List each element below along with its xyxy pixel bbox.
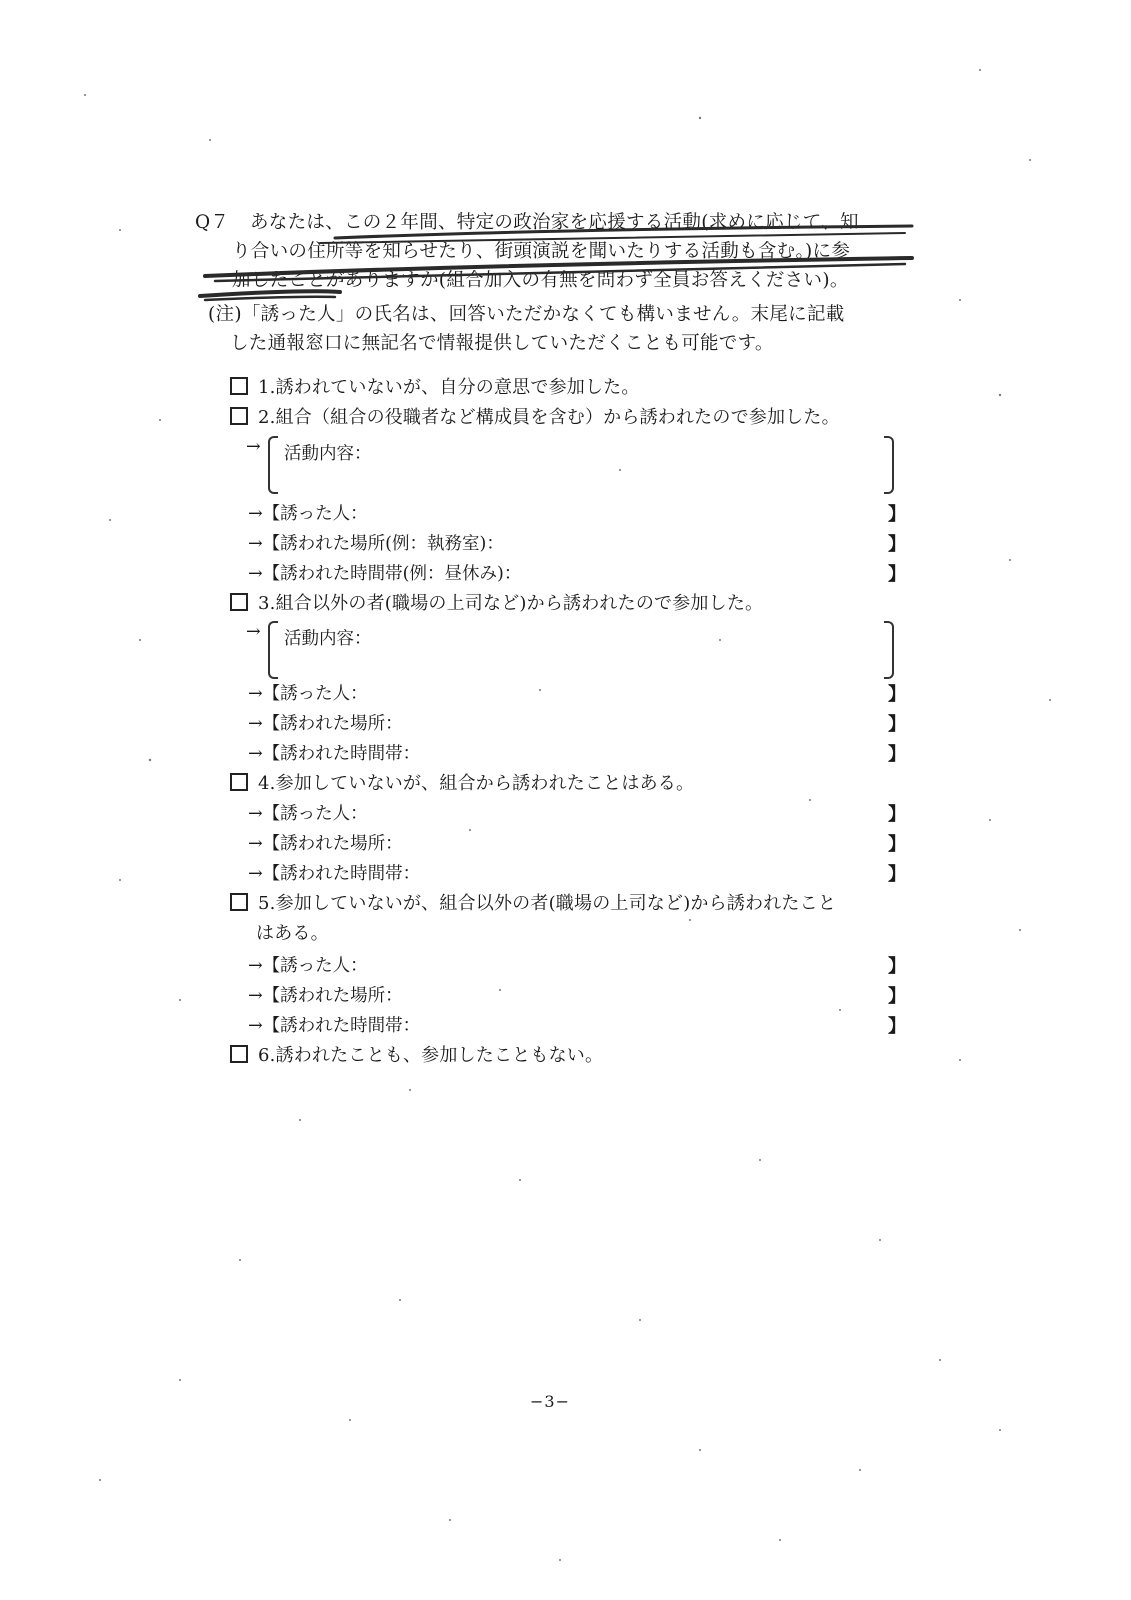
field-close: 】 bbox=[888, 986, 906, 1007]
option-label: 2.組合（組合の役職者など構成員を含む）から誘われたので参加した。 bbox=[258, 407, 840, 428]
option-label: 6.誘われたことも、参加したこともない。 bbox=[258, 1045, 604, 1066]
field-close: 】 bbox=[888, 804, 906, 825]
field-label: 【誘われた時間帯(例：昼休み)： bbox=[262, 564, 522, 584]
bracket-right bbox=[884, 436, 894, 494]
question-text bbox=[232, 208, 925, 295]
inviter-field[interactable] bbox=[248, 680, 368, 708]
field-label: 【誘った人： bbox=[262, 804, 368, 824]
option-label: 5.参加していないが、組合以外の者(職場の上司など)から誘われたこと bbox=[258, 893, 837, 914]
option-4[interactable] bbox=[230, 770, 694, 798]
field-close: 】 bbox=[888, 744, 906, 765]
option-label: 3.組合以外の者(職場の上司など)から誘われたので参加した。 bbox=[258, 593, 764, 614]
field-label: 【誘われた時間帯： bbox=[262, 1016, 421, 1036]
activity-field[interactable]: 活動内容： bbox=[284, 629, 372, 649]
field-close: 】 bbox=[888, 834, 906, 855]
option-label: 4.参加していないが、組合から誘われたことはある。 bbox=[258, 773, 695, 794]
checkbox-icon[interactable] bbox=[230, 407, 248, 425]
place-field[interactable] bbox=[248, 710, 403, 738]
time-field[interactable] bbox=[248, 560, 521, 588]
arrow-icon: → bbox=[248, 1016, 263, 1036]
field-label: 【誘われた場所(例：執務室)： bbox=[262, 534, 504, 554]
field-close: 】 bbox=[888, 714, 906, 735]
note-block bbox=[208, 300, 928, 358]
option-5-continued: はある。 bbox=[256, 923, 329, 944]
question-line: り合いの住所等を知らせたり、街頭演説を聞いたりする活動も含む。)に参 bbox=[232, 241, 851, 262]
checkbox-icon[interactable] bbox=[230, 377, 248, 395]
arrow-icon: → bbox=[248, 986, 263, 1006]
checkbox-icon[interactable] bbox=[230, 1045, 248, 1063]
arrow-icon: → bbox=[248, 834, 263, 854]
arrow-icon: → bbox=[248, 804, 263, 824]
arrow-icon: → bbox=[248, 564, 263, 584]
question-number: Q７ bbox=[195, 212, 230, 233]
option-1[interactable] bbox=[230, 374, 640, 402]
field-close: 】 bbox=[888, 504, 906, 525]
checkbox-icon[interactable] bbox=[230, 773, 248, 791]
option-5[interactable] bbox=[230, 890, 836, 918]
question-line: 加したことがありますか(組合加入の有無を問わず全員お答えください)。 bbox=[232, 270, 849, 291]
place-field[interactable] bbox=[248, 530, 504, 558]
checkbox-icon[interactable] bbox=[230, 893, 248, 911]
time-field[interactable] bbox=[248, 740, 420, 768]
field-close: 】 bbox=[888, 564, 906, 585]
field-close: 】 bbox=[888, 534, 906, 555]
option-3[interactable] bbox=[230, 590, 763, 618]
field-label: 【誘った人： bbox=[262, 504, 368, 524]
checkbox-icon[interactable] bbox=[230, 593, 248, 611]
option-6[interactable] bbox=[230, 1042, 603, 1070]
time-field[interactable] bbox=[248, 860, 420, 888]
field-close: 】 bbox=[888, 684, 906, 705]
question-line: あなたは、この２年間、特定の政治家を応援する活動(求めに応じて、知 bbox=[250, 212, 859, 233]
option-2[interactable] bbox=[230, 404, 840, 432]
field-label: 【誘った人： bbox=[262, 684, 368, 704]
field-label: 【誘われた場所： bbox=[262, 986, 403, 1006]
arrow-icon: → bbox=[246, 622, 261, 642]
field-label: 【誘われた場所： bbox=[262, 714, 403, 734]
field-label: 【誘った人： bbox=[262, 956, 368, 976]
page-number: −3− bbox=[530, 1392, 570, 1411]
place-field[interactable] bbox=[248, 982, 403, 1010]
arrow-icon: → bbox=[248, 956, 263, 976]
arrow-icon: → bbox=[248, 744, 263, 764]
inviter-field[interactable] bbox=[248, 500, 368, 528]
field-label: 【誘われた場所： bbox=[262, 834, 403, 854]
note-line: (注)「誘った人」の氏名は、回答いただかなくても構いません。末尾に記載 bbox=[208, 304, 845, 325]
arrow-icon: → bbox=[248, 864, 263, 884]
field-close: 】 bbox=[888, 1016, 906, 1037]
field-label: 【誘われた時間帯： bbox=[262, 744, 421, 764]
arrow-icon: → bbox=[248, 684, 263, 704]
field-close: 】 bbox=[888, 864, 906, 885]
note-line: した通報窓口に無記名で情報提供していただくことも可能です。 bbox=[230, 333, 774, 354]
field-close: 】 bbox=[888, 956, 906, 977]
option-label: 1.誘われていないが、自分の意思で参加した。 bbox=[258, 377, 640, 398]
arrow-icon: → bbox=[248, 504, 263, 524]
arrow-icon: → bbox=[248, 534, 263, 554]
activity-field[interactable]: 活動内容： bbox=[284, 444, 372, 464]
field-label: 【誘われた時間帯： bbox=[262, 864, 421, 884]
bracket-right bbox=[884, 621, 894, 679]
place-field[interactable] bbox=[248, 830, 403, 858]
arrow-icon: → bbox=[248, 714, 263, 734]
bracket-left bbox=[268, 436, 278, 494]
time-field[interactable] bbox=[248, 1012, 420, 1040]
arrow-icon: → bbox=[246, 437, 261, 457]
inviter-field[interactable] bbox=[248, 952, 368, 980]
bracket-left bbox=[268, 621, 278, 679]
inviter-field[interactable] bbox=[248, 800, 368, 828]
